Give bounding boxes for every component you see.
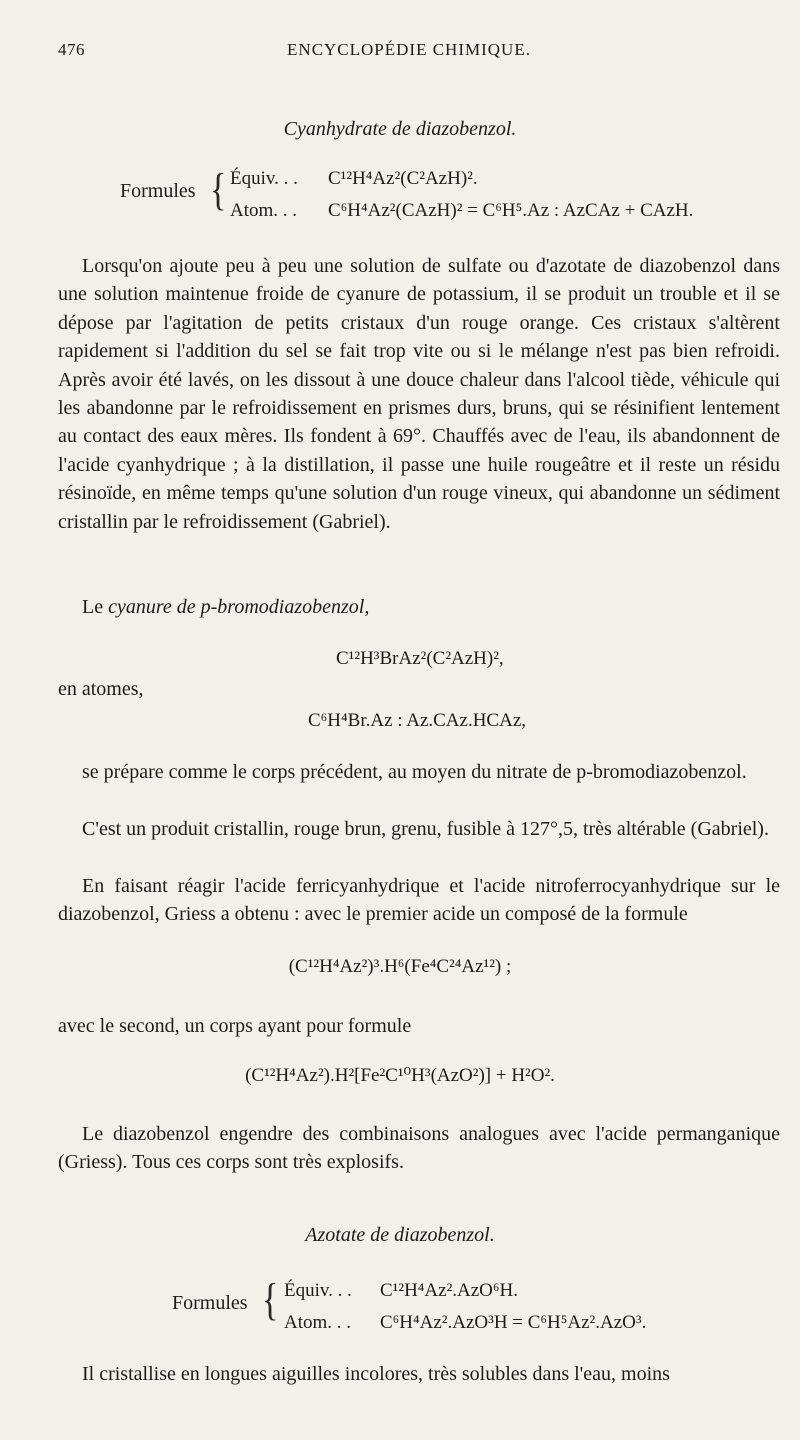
formula-label: Formules (120, 180, 196, 202)
paragraph-4: En faisant réagir l'acide ferricyanhydrique et l'acide nitroferrocyanhydrique sur le diazobenzol, Griess a obtenu : avec le premier acide un composé de la formule (58, 875, 780, 926)
atom-label: Atom. . . (230, 200, 298, 221)
intro-italic: cyanure de p-bromodiazobenzol, (108, 596, 370, 618)
brace-glyph-azotate: { (262, 1275, 279, 1326)
formula-nitroferrocyan: (C¹²H⁴Az²).H²[Fe²C¹⁰H³(AzO²)] + H²O². (245, 1065, 555, 1086)
paragraph-7: Il cristallise en longues aiguilles incolores, très solubles dans l'eau, moins (82, 1363, 670, 1385)
section-title-azotate: Azotate de diazobenzol. (305, 1224, 495, 1246)
formula-bromo-1: C¹²H³BrAz²(C²AzH)², (336, 648, 504, 669)
paragraph-1: Lorsqu'on ajoute peu à peu une solution de sulfate ou d'azotate de diazobenzol dans une solution maintenue froide de cyanure de potassium, il se produit un trouble et il se dépose par l'agitation de petits cristaux d'un rouge orange. Ces cristaux s'altèrent rapidement si l'addition du sel se fait trop vite ou si le mélange n'est pas bien refroidi. Après avoir été lavés, on les dissout à une douce chaleur dans l'alcool tiède, véhicule qui les abandonne par le refroidissement en prismes durs, bruns, qui se résinifient lentement au contact des eaux mères. Ils fondent à 69°. Chauffés avec de l'eau, ils abandonnent de l'acide cyanhydrique ; à la distillation, il passe une huile rougeâtre et il reste un résidu résinoïde, en même temps qu'une solution d'un rouge vineux, qui abandonne un sédiment cristallin par le refroidissement (Gabriel). (58, 255, 780, 533)
paragraph-5: avec le second, un corps ayant pour formule (58, 1015, 412, 1037)
atom-formula: C⁶H⁴Az²(CAzH)² = C⁶H⁵.Az : AzCAz + CAzH. (328, 200, 694, 221)
page-number: 476 (58, 40, 85, 59)
paragraph-2: se prépare comme le corps précédent, au moyen du nitrate de p-bromodiazobenzol. (82, 761, 747, 783)
section-title-cyanhydrate: Cyanhydrate de diazobenzol. (283, 118, 517, 140)
paragraph-3: C'est un produit cristallin, rouge brun, grenu, fusible à 127°,5, très altérable (Gabriel). (82, 818, 769, 840)
equiv-label: Équiv. . . (230, 168, 298, 189)
formula-ferricyan: (C¹²H⁴Az²)³.H⁶(Fe⁴C²⁴Az¹²) ; (288, 956, 512, 977)
atoms-label: en atomes, (58, 678, 144, 700)
equiv-formula-azotate: C¹²H⁴Az².AzO⁶H. (380, 1280, 518, 1301)
equiv-formula: C¹²H⁴Az²(C²AzH)². (328, 168, 478, 189)
cyanure-intro (82, 596, 369, 619)
formula-label-azotate: Formules (172, 1292, 248, 1314)
atom-formula-azotate: C⁶H⁴Az².AzO³H = C⁶H⁵Az².AzO³. (380, 1312, 647, 1333)
intro-prefix: Le (82, 596, 109, 618)
paragraph-6: Le diazobenzol engendre des combinaisons analogues avec l'acide permanganique (Griess). Tous ces corps sont très explosifs. (58, 1123, 780, 1174)
atom-label-azotate: Atom. . . (284, 1312, 352, 1333)
brace-glyph: { (210, 165, 227, 216)
equiv-label-azotate: Équiv. . . (284, 1280, 352, 1301)
formula-bromo-2: C⁶H⁴Br.Az : Az.CAz.HCAz, (308, 710, 527, 731)
running-title: ENCYCLOPÉDIE CHIMIQUE. (287, 40, 531, 59)
running-header (58, 40, 760, 66)
